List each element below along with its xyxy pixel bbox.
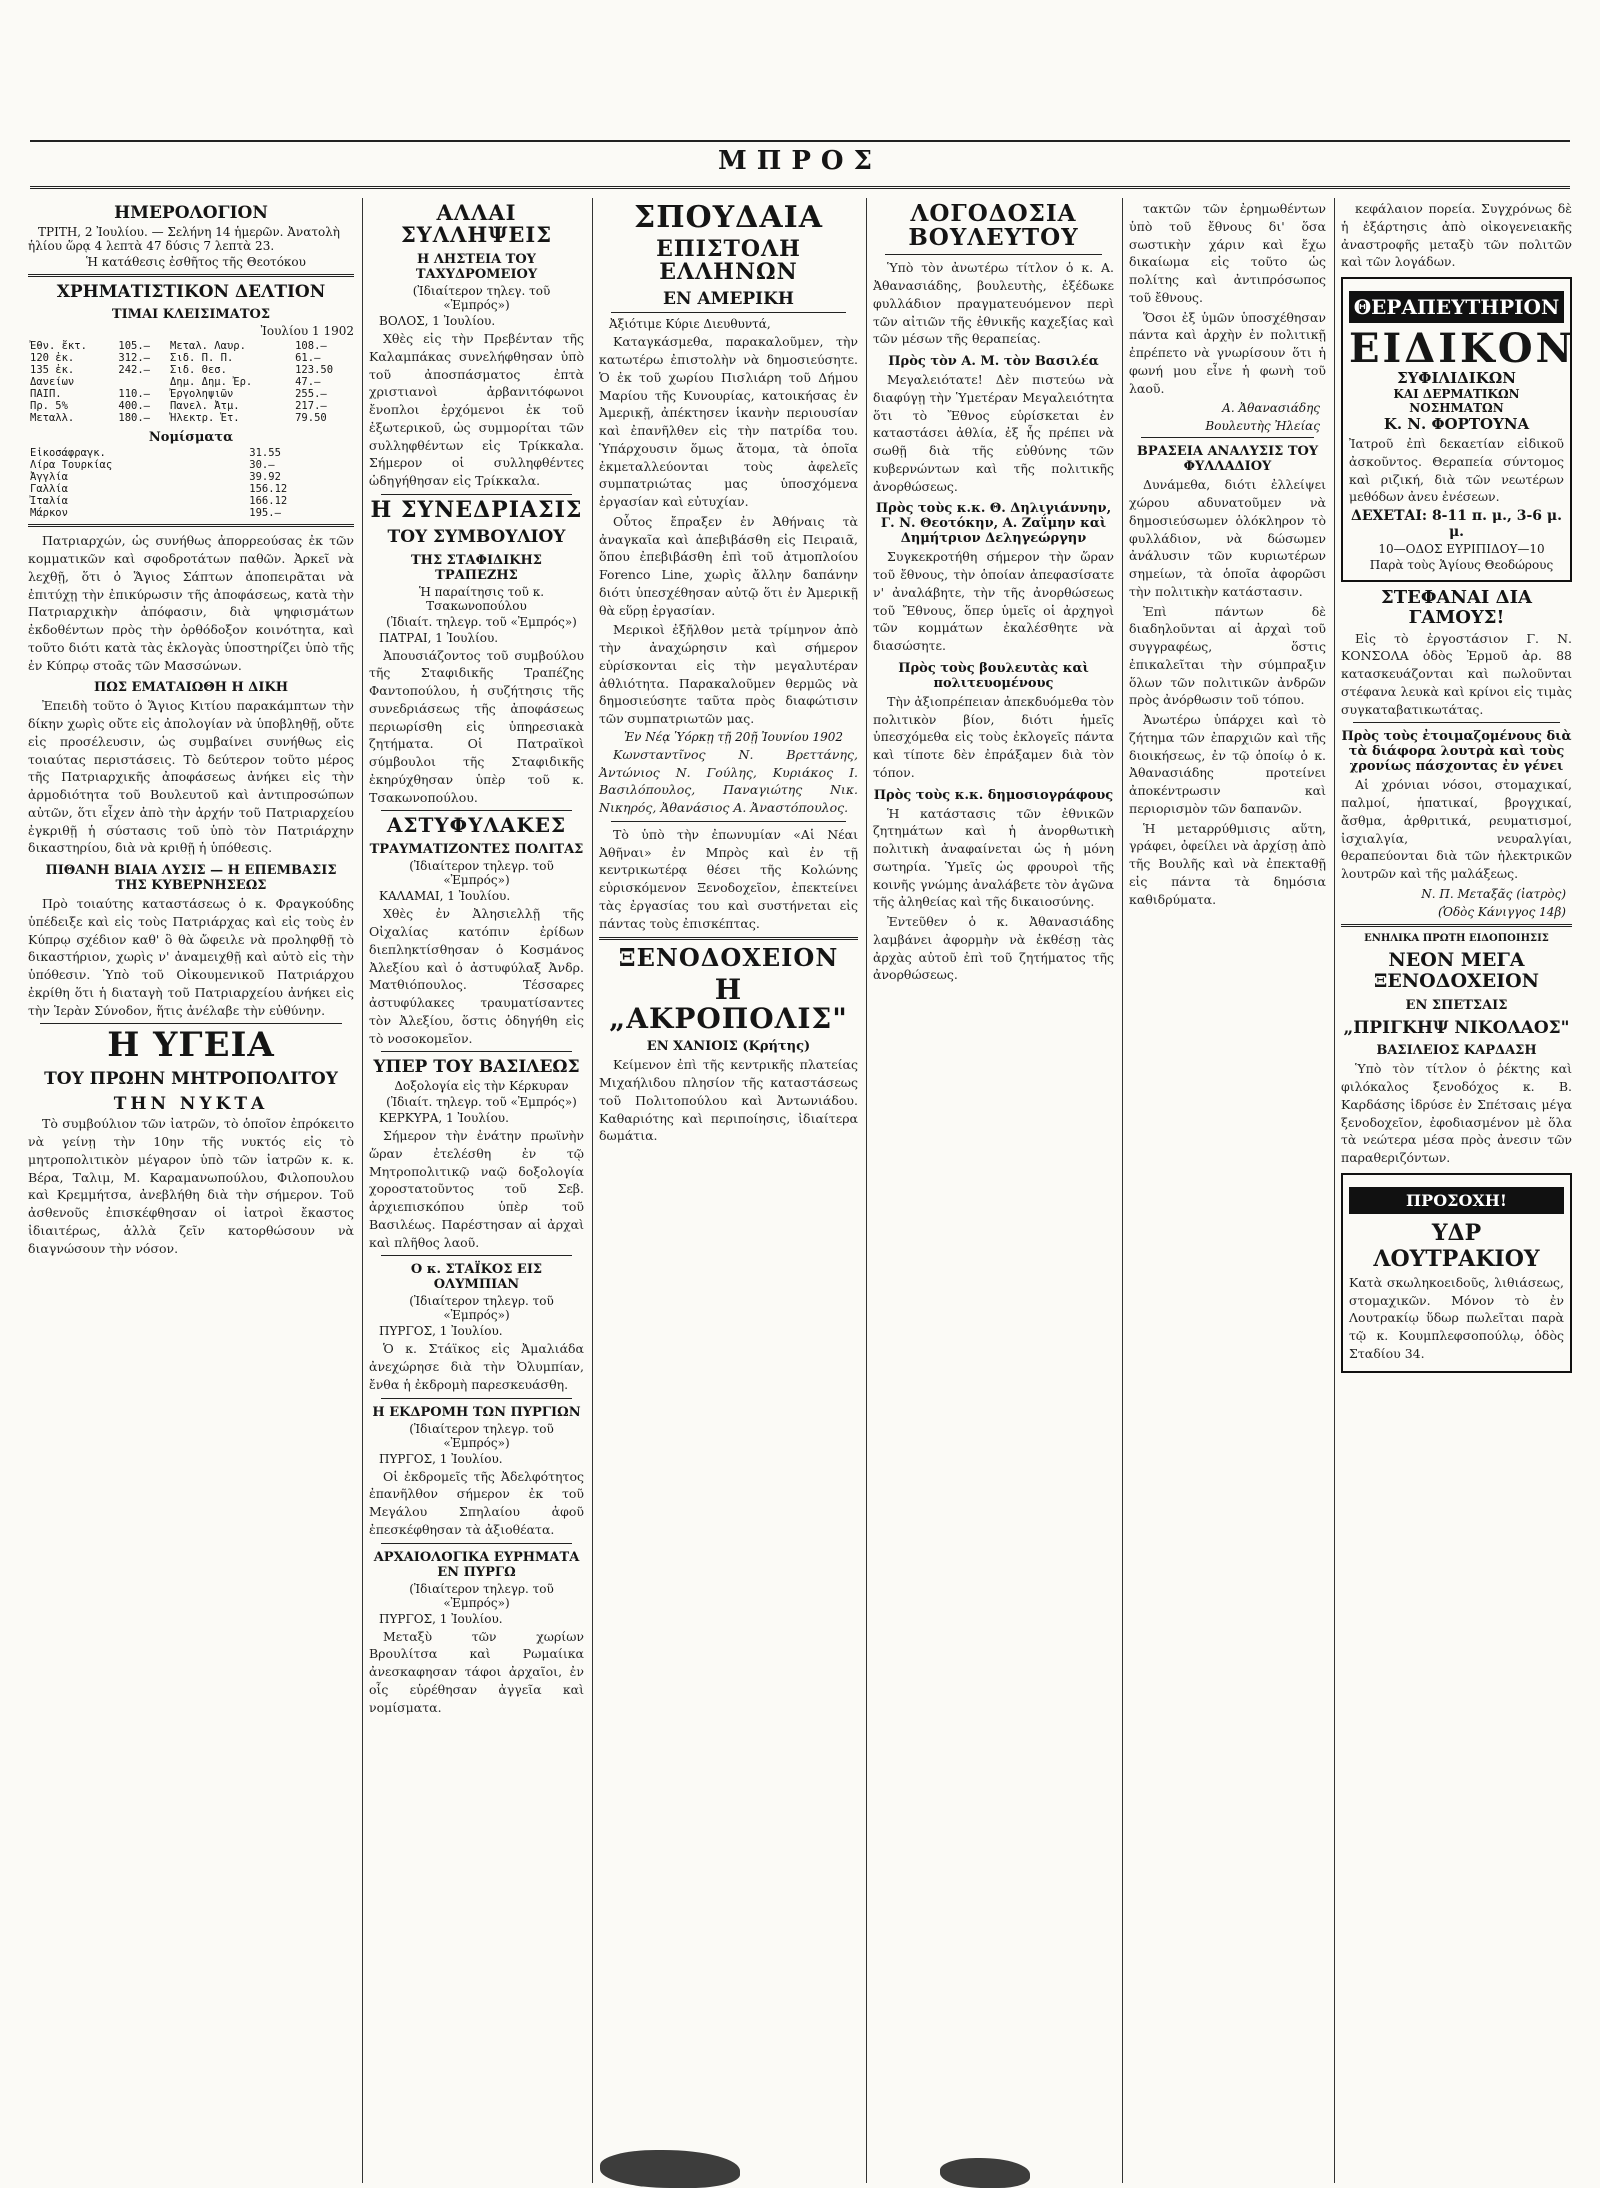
- currency-row: [28, 507, 354, 519]
- security-price: 108.—: [295, 340, 327, 353]
- security-name: Σιδ. Π. Π.: [170, 352, 234, 365]
- telegram-source: (Ἰδιαίτερον τηλεγρ. τοῦ «Ἐμπρός»): [409, 1581, 554, 1610]
- health-subtitle-2: ΤΗΝ ΝΥΚΤΑ: [113, 1093, 269, 1114]
- health-subtitle: ΤΟΥ ΠΡΩΗΝ ΜΗΤΡΟΠΟΛΙΤΟΥ: [44, 1069, 338, 1090]
- masthead-rule-bottom: [30, 186, 1570, 189]
- currency-rate: 195.—: [249, 507, 281, 520]
- currency-row: [28, 495, 354, 507]
- divider: [611, 821, 846, 822]
- clinic-ad-text: Ἰατροῦ ἐπὶ δεκαετίαν εἰδικοῦ ἀσκοῦντος. Θεραπεία σύντομος καὶ ριζική, διὰ τῶν νεωτέρων μεθόδων ἀνευ ἐνέσεων.: [1349, 436, 1564, 505]
- calendar-date: ΤΡΙΤΗ, 2 Ἰουλίου. — Σελήνη 14 ἡμερῶν. Ἀνατολὴ ἡλίου ὥρᾳ 4 λεπτὰ 47 δύσις 7 λεπτὰ 23.: [28, 224, 340, 253]
- security-price: 61.—: [295, 352, 321, 365]
- clinic-ad-address: 10—ΟΔΟΣ ΕΥΡΙΠΙΔΟΥ—10: [1378, 542, 1545, 556]
- article-text: Τὸ συμβούλιον τῶν ἰατρῶν, τὸ ὁποῖον ἐπρόκειτο νὰ γείνῃ τὴν 10ην τῆς νυκτός εἰς τὸ μητροπολιτικὸν μέγαρον ὑπὸ τῶν ἰατρῶν κ. κ. Βέρα, Ταλιμ, Μ. Καραμανωπούλου, Φιλοπουλου καὶ Κρεμμήτσα, ἀνεβλήθη διὰ τὴν σήμερον. Τοῦ ἀσθενοῦς ἐπισκέφθησαν οἱ ἰατροὶ ἔκαστος ἰδιαιτέρως, ἀλλὰ ζεῖν κατορθώσουν νὰ διαγνώσουν τὴν νόσον.: [28, 1116, 354, 1256]
- price-row: [28, 388, 354, 400]
- article-kicker: Ἡ παραίτησις τοῦ κ. Τσακωνοπούλου: [418, 584, 545, 613]
- security-name: ΠΑΙΠ.: [30, 388, 62, 401]
- article-title: ΑΣΤΥΦΥΛΑΚΕΣ: [386, 813, 567, 838]
- article-text: Ἐντεῦθεν ὁ κ. Ἀθανασιάδης λαμβάνει ἀφορμὴν νὰ ἐκθέσῃ τὰς ἀρχὰς αὐτοῦ ἐπὶ τοῦ ζητήματος τῆς ἀνορθώσεως.: [873, 914, 1114, 983]
- water-ad-title: ΠΡΟΣΟΧΗ!: [1349, 1187, 1564, 1214]
- section-heading: Πρὸς τοὺς βουλευτὰς καὶ πολιτευομένους: [898, 660, 1089, 691]
- wedding-ad-text: Εἰς τὸ ἐργοστάσιον Γ. Ν. ΚΟΝΣΟΛΑ ὁδὸς Ἑρμοῦ ἀρ. 88 κατασκευάζονται καὶ πωλοῦνται στέφανα λευκὰ καὶ κρίνοι εἰς τιμὰς συγκαταβατικωτάτας.: [1341, 630, 1572, 717]
- hotel-ad-place: ΕΝ ΧΑΝΙΟΙΣ (Κρήτης): [646, 1039, 811, 1055]
- currency-rate: 31.55: [249, 447, 281, 460]
- security-price: 255.—: [295, 388, 327, 401]
- clinic-ad-sub-2: ΚΑΙ ΔΕΡΜΑΤΙΚΩΝ ΝΟΣΗΜΑΤΩΝ: [1393, 387, 1520, 415]
- section-heading: Πρὸς τὸν Α. Μ. τὸν Βασιλέα: [888, 354, 1099, 370]
- security-name: Δημ. Δημ. Ἐρ.: [170, 376, 253, 389]
- divider: [1341, 924, 1572, 927]
- article-text: Ὅσοι ἐξ ὑμῶν ὑποσχέθησαν πάντα καὶ ἀρχὴν ἐν πολιτικῇ ἐπρέπετο νὰ γνωρίσουν ὅτι ἡ φωνή μου εἶνε ἡ φωνὴ τοῦ λαοῦ.: [1129, 309, 1326, 396]
- article-title: ΛΟΓΟΔΟΣΙΑ ΒΟΥΛΕΥΤΟΥ: [908, 200, 1079, 252]
- currency-row: [28, 471, 354, 483]
- article-text: Ἐπὶ πάντων δὲ διαδηλοῦνται αἱ ἀρχαὶ τοῦ συγγραφέως, ὅστις ἐπικαλεῖται τὴν σύμπραξιν ὅλων τῶν πολιτικῶν ἀνδρῶν πρὸς ἀνόρθωσιν τοῦ τόπου.: [1129, 603, 1326, 708]
- article-title: Η ΕΚΔΡΟΜΗ ΤΩΝ ΠΥΡΓΙΩΝ: [372, 1404, 581, 1420]
- article-heading: ΠΙΘΑΝΗ ΒΙΑΙΑ ΛΥΣΙΣ — Η ΕΠΕΜΒΑΣΙΣ ΤΗΣ ΚΥΒΕΡΝΗΣΕΩΣ: [45, 863, 337, 894]
- divider: [1353, 722, 1560, 723]
- article-text: Μερικοὶ ἐξῆλθον μετὰ τρίμηνον ἀπὸ τὴν ἀναχώρησιν καὶ σήμερον εὑρίσκονται εἰς τὴν μεγαλυτέραν ἀθλιότητα. Παρακαλοῦμεν θερμῶς νὰ δημοσιεύσητε ταῦτα πρὸς διαφώτισιν τῶν συμπατριωτῶν μας.: [599, 622, 858, 727]
- article-title-2: ΤΟΥ ΣΥΜΒΟΥΛΙΟΥ: [387, 526, 566, 547]
- section-heading: Πρὸς τοὺς κ.κ. δημοσιογράφους: [873, 787, 1114, 803]
- currency-name: Ἀγγλία: [30, 471, 68, 484]
- article-text: Δυνάμεθα, διότι ἐλλείψει χώρου αδυνατοῦμεν νὰ δημοσιεύσωμεν ὁλόκληρον τὸ φυλλάδιον, νὰ δώσωμεν ἀνάλυσιν τῶν κυριωτέρων σημείων, τὰ ὁποῖα ἀφορῶσι τὴν πολιτικὴν κατάστασιν.: [1129, 477, 1326, 599]
- security-name: Ἐθν. ἔκτ.: [30, 340, 87, 353]
- article-text: Ὑπὸ τὸν ἀνωτέρω τίτλον ὁ κ. Α. Ἀθανασιάδης, βουλευτὴς, ἐξέδωκε φυλλάδιον πραγματευόμενον περὶ τῶν αἰτιῶν τῆς ἐθνικῆς καχεξίας καὶ τῶν μέσων τῆς θεραπείας.: [873, 260, 1114, 347]
- clinic-ad-title: ΘΕΡΑΠΕΥΤΗΡΙΟΝ: [1349, 291, 1564, 323]
- clinic-ad-address-2: Παρὰ τοὺς Ἁγίους Θεοδώρους: [1369, 558, 1554, 572]
- currency-name: Ἰταλία: [30, 495, 68, 508]
- clinic-ad-sub: ΣΥΦΙΛΙΔΙΚΩΝ: [1397, 369, 1516, 387]
- water-ad: [1341, 1173, 1572, 1373]
- dateline: ΠΥΡΓΟΣ, 1 Ἰουλίου.: [379, 1451, 503, 1466]
- article-text: Πρὸ τοιαύτης καταστάσεως ὁ κ. Φραγκούδης ὑπέδειξε καὶ εἰς τοὺς Πατριάρχας καὶ εἰς τοὺς ἐν Κύπρῳ σχέδιον καθ' ὃ θὰ ὤφειλε νὰ προληφθῇ τὸ δικαστήριον, χωρὶς ν' ἀναμειχθῇ καὶ αὐτὸ εἰς τὴν ὑπόθεσιν. Ὑπὸ τοῦ Οἰκουμενικοῦ Πατριάρχου ἐκρίθη ὅτι ἡ διαταγὴ τοῦ Πατριαρχείου ἀνήκει εἰς τὴν Ἱερὰν Σύνοδον, ἥτις ἀνέλαβε τὴν εὐθύνην.: [28, 896, 354, 1018]
- market-title: ΧΡΗΜΑΤΙΣΤΙΚΟΝ ΔΕΛΤΙΟΝ: [56, 281, 326, 302]
- baths-ad-address: (Ὁδὸς Κάνιγγος 14β): [1437, 904, 1566, 919]
- health-title: Η ΥΓΕΙΑ: [107, 1025, 275, 1066]
- telegram-source: (Ἰδιαίτερον τηλεγρ. τοῦ «Ἐμπρός»): [409, 859, 554, 888]
- article-text: Ἐπειδὴ τοῦτο ὁ Ἅγιος Κιτίου παρακάμπτων τὴν δίκην χωρὶς οὔτε εἰς ἀπολογίαν νὰ ὑποβληθῇ, οὔτε εἰς προσέλευσιν, ὡς συμβαίνει συνήθως εἰς τοιαύτας περιστάσεις. Τὸ δεύτερον τοῦτο μέρος τῆς Πατριαρχικῆς ἀποφάσεως ἀνήκει εἰς τὴν ἀρμοδιότητα τοῦ Βουλευτοῦ καὶ ἀντιπροσώπων αὐτῶν, ὅτι εἶχεν ἀπὸ τὴν ἀρχήν τοῦ Πατριαρχείου ἐγκριθῇ ἡ σύστασις τοῦ ὑπὸ τὸν Πατριάρχην δικαστηρίου, διὰ νὰ κριθῇ ἡ ὑπόθεσις.: [28, 698, 354, 856]
- article-subtitle: Η ΛΗΣΤΕΙΑ ΤΟΥ ΤΑΧΥΔΡΟΜΕΙΟΥ: [415, 252, 538, 283]
- security-price: 110.—: [118, 388, 150, 401]
- hotel-ad-text: Κείμενον ἐπὶ τῆς κεντρικῆς πλατείας Μιχαήλιδου πλησίον τῆς καταστάσεως τοῦ Πολιτοπούλου καὶ Ἀντωνιάδου. Καθαριότης καὶ περιποίησις, ἰδιαίτερα δωμάτια.: [599, 1057, 858, 1144]
- article-text: Οἱ ἐκδρομεῖς τῆς Ἀδελφότητος ἐπανῆλθον σήμερον ἐκ τοῦ Μεγάλου Σπηλαίου ἀφοῦ ἐπεσκέφθησαν τὰ ἀξιοθέατα.: [369, 1468, 584, 1537]
- clinic-ad-hours: ΔΕΧΕΤΑΙ: 8-11 π. μ., 3-6 μ. μ.: [1351, 508, 1562, 540]
- masthead: [0, 0, 1600, 195]
- hotel-ad-title: ΞΕΝΟΔΟΧΕΙΟΝ: [618, 943, 839, 973]
- article-title: ΒΡΑΣΕΙΑ ΑΝΑΛΥΣΙΣ ΤΟΥ ΦΥΛΛΑΔΙΟΥ: [1136, 444, 1319, 475]
- security-name: 135 ἐκ.: [30, 364, 75, 377]
- water-ad-text: Κατὰ σκωληκοειδοῦς, λιθιάσεως, στομαχικῶν. Μόνον τὸ ἐν Λουτρακίῳ ὕδωρ πωλεῖται παρὰ τῷ κ. Κουμπλεφσοπούλῳ, ὁδὸς Σταδίου 34.: [1349, 1274, 1564, 1361]
- security-price: 180.—: [118, 412, 150, 425]
- article-heading: ΠΩΣ ΕΜΑΤΑΙΩΘΗ Η ΔΙΚΗ: [93, 680, 289, 696]
- market-date: Ἰουλίου 1 1902: [260, 324, 354, 339]
- security-price: 312.—: [118, 352, 150, 365]
- article-text: Ἀπουσιάζοντος τοῦ συμβούλου τῆς Σταφιδικῆς Τραπέζης Φαντοπούλου, ἡ συζήτησις τῆς συνεδριάσεως τῆς ἀποφάσεως περιωρίσθη εἰς ὑπηρεσιακὰ ζητήματα. Οἱ Πατραϊκοὶ σύμβουλοι τῆς Σταφιδικῆς ἐκηρύχθησαν ὑπὲρ τοῦ κ. Τσακωνοπούλου.: [369, 647, 584, 805]
- article-subtitle: ΤΡΑΥΜΑΤΙΖΟΝΤΕΣ ΠΟΛΙΤΑΣ: [369, 842, 584, 858]
- currency-row: [28, 459, 354, 471]
- divider: [599, 937, 858, 940]
- dateline: ΚΕΡΚΥΡΑ, 1 Ἰουλίου.: [379, 1111, 509, 1126]
- security-price: 79.50: [295, 412, 327, 425]
- column-3: [592, 198, 864, 2183]
- article-text: Χθὲς εἰς τὴν Πρεβένταν τῆς Καλαμπάκας συνελήφθησαν ὑπὸ τοῦ ἀποσπάσματος ἐπτὰ χριστιανοὶ ἀρβανιτόφωνοι ἔνοπλοι ἐρχόμενοι ἐκ τοῦ ἐξωτερικοῦ, ὡς συμμορίται τῶν συλληφθέντων εἰς Τρίκκαλα. Σήμερον οἱ συλληφθέντες ὡδηγήθησαν εἰς Τρίκκαλα.: [369, 331, 584, 489]
- divider: [381, 1051, 572, 1052]
- security-name: Δανείων: [30, 376, 75, 389]
- telegram-source: (Ἰδιαίτ. τηλεγρ. τοῦ «Ἐμπρός»): [386, 1095, 577, 1110]
- security-name: Πανελ. Ἀτμ.: [170, 400, 240, 413]
- price-row: [28, 400, 354, 412]
- letter-salutation: Ἀξιότιμε Κύριε Διευθυντά,: [609, 317, 771, 332]
- hotel-ad-header: ΕΝΗΛΙΚΑ ΠΡΩΤΗ ΕΙΔΟΠΟΙΗΣΙΣ: [1364, 932, 1549, 944]
- currency-title: Νομίσματα: [148, 430, 234, 446]
- security-name: Πρ. 5%: [30, 400, 68, 413]
- security-price: [116, 376, 168, 388]
- article-title: ΣΠΟΥΔΑΙΑ: [634, 200, 823, 235]
- clinic-ad: [1341, 277, 1576, 582]
- security-price: 105.—: [118, 340, 150, 353]
- telegram-source: (Ἰδιαίτ. τηλεγρ. τοῦ «Ἐμπρός»): [386, 614, 577, 629]
- masthead-title: ΜΠΡΟΣ: [718, 146, 882, 176]
- article-text: Συγκεκροτήθη σήμερον τὴν ὥραν τοῦ ἔθνους, τὴν ὁποίαν ἀπεφασίσατε ν' ἀναλάβητε, τὴν τῆς ἀνορθώσεως τοῦ Ἔθνους, ὅπερ ὑμεῖς οἱ ἀρχηγοὶ τῶν κομμάτων ἐκαλέσθητε νὰ διασώσητε.: [873, 549, 1114, 654]
- article-text: Πατριαρχών, ὡς συνήθως ἀπορρεούσας ἐκ τῶν κομματικῶν καὶ σφοδροτάτων παθῶν. Ἀρκεῖ νὰ λεχθῇ, ὅτι ὁ Ἅγιος Σάπτων ἀποπειρᾶται νὰ ἐπιτύχῃ τὴν ἐπικύρωσιν τῆς ἀποφάσεως, κατὰ τὴν Πατριαρχικὴν ἀπόφασιν, διὰ ψηφισμάτων ἐκδοθέντων πρὸς τὴν ὀρθόδοξον κοινότητα, καὶ τοῦτο διότι κατὰ τὰς ἐκλογὰς ὑποστηρίζει ὑπὸ τῆς ἐν Κύπρῳ στοᾶς τῶν Μασσώνων.: [28, 533, 354, 673]
- letter-signers: Κωνσταντῖνος Ν. Βρεττάνης, Ἀντώνιος Ν. Γούλης, Κυριάκος Ι. Βασιλόπουλος, Παναγιώτης Νικ. Νικηρός, Ἀθανάσιος Α. Ἀναστόπουλος.: [599, 746, 858, 816]
- currency-rate: 156.12: [249, 483, 288, 496]
- currency-name: Λίρα Τουρκίας: [30, 459, 113, 472]
- hotel-ad-title: ΝΕΟΝ ΜΕΓΑ ΞΕΝΟΔΟΧΕΙΟΝ: [1373, 948, 1540, 992]
- telegram-source: (Ἰδιαίτερον τηλεγ. τοῦ «Ἐμπρός»): [412, 284, 551, 313]
- baths-ad-text: Αἱ χρόνιαι νόσοι, στομαχικαί, παλμοί, ἡπατικαί, βρογχικαί, ἄσθμα, ἀρθριτικά, ρευματισμοί, ἰσχιαλγία, νευραλγίαι, θεραπεύονται διὰ τῶν ἡλεκτρικῶν λουτρῶν καὶ τῆς μαλάξεως.: [1341, 777, 1572, 882]
- columns: [22, 198, 1578, 2183]
- divider: [885, 254, 1102, 255]
- article-title-2: ΕΠΙΣΤΟΛΗ ΕΛΛΗΝΩΝ: [656, 235, 801, 285]
- telegram-source: (Ἰδιαίτερον τηλεγρ. τοῦ «Ἐμπρός»): [409, 1421, 554, 1450]
- security-price: 47.—: [295, 376, 321, 389]
- article-text: Ἡ μεταρρύθμισις αὕτη, γράφει, ὀφείλει νὰ ἀρχίσῃ ἀπὸ τῆς Βουλῆς καὶ νὰ ἐπεκταθῇ εἰς πάντα τὰ δημόσια καθιδρύματα.: [1129, 820, 1326, 907]
- divider: [40, 1023, 342, 1024]
- clinic-ad-headline: ΕΙΔΙΚΟΝ: [1349, 325, 1576, 372]
- water-ad-sub: ΥΔΡ ΛΟΥΤΡΑΚΙΟΥ: [1373, 1219, 1540, 1272]
- article-text: Ὁ κ. Στάϊκος εἰς Ἀμαλιάδα ἀνεχώρησε διὰ τὴν Ὀλυμπίαν, ἔνθα ἡ ἐκδρομὴ παρεσκευάσθη.: [369, 1341, 584, 1392]
- hotel-ad-name: „ΠΡΙΓΚΗΨ ΝΙΚΟΛΑΟΣ": [1343, 1017, 1570, 1038]
- market-subtitle: ΤΙΜΑΙ ΚΛΕΙΣΙΜΑΤΟΣ: [111, 307, 271, 323]
- article-title: ΑΡΧΑΙΟΛΟΓΙΚΑ ΕΥΡΗΜΑΤΑ ΕΝ ΠΥΡΓΩ: [373, 1549, 580, 1580]
- dateline: ΠΥΡΓΟΣ, 1 Ἰουλίου.: [379, 1324, 503, 1339]
- security-name: Ἠλεκτρ. Ἑτ.: [170, 412, 240, 425]
- hotel-ad-name: Η „ΑΚΡΟΠΟΛΙΣ": [609, 972, 848, 1035]
- article-title: ΥΠΕΡ ΤΟΥ ΒΑΣΙΛΕΩΣ: [373, 1057, 580, 1078]
- paper-damage: [600, 2150, 740, 2188]
- hotel-ad-owner: ΒΑΣΙΛΕΙΟΣ ΚΑΡΔΑΣΗ: [1376, 1043, 1537, 1059]
- dateline: ΠΑΤΡΑΙ, 1 Ἰουλίου.: [379, 630, 499, 645]
- signature: Α. Ἀθανασιάδης: [1222, 401, 1320, 416]
- currency-rate: 30.—: [249, 459, 275, 472]
- divider: [28, 274, 354, 277]
- security-name: Ἐργοληψιῶν: [170, 388, 234, 401]
- calendar-feast: Ἡ κατάθεσις ἐσθῆτος τῆς Θεοτόκου: [86, 254, 306, 269]
- telegram-source: (Ἰδιαίτερον τηλεγρ. τοῦ «Ἐμπρός»): [409, 1294, 554, 1323]
- price-row: [28, 412, 354, 424]
- hotel-ad-place: ΕΝ ΣΠΕΤΣΑΙΣ: [1405, 997, 1508, 1013]
- currency-name: Εἰκοσάφραγκ.: [30, 447, 106, 460]
- article-title: ΑΛΛΑΙ ΣΥΛΛΗΨΕΙΣ: [400, 200, 553, 248]
- security-price: 242.—: [118, 364, 150, 377]
- price-row: [28, 364, 354, 376]
- article-title-3: ΕΝ ΑΜΕΡΙΚΗ: [663, 288, 794, 309]
- letter-place-date: Ἐν Νέᾳ Ὑόρκῃ τῇ 20ῇ Ἰουνίου 1902: [623, 729, 844, 744]
- currency-row: [28, 483, 354, 495]
- article-text: τακτῶν τῶν ἐρημωθέντων ὑπὸ τοῦ ἔθνους δι' ὅσα σωστικὴν χάριν καὶ ἔχω δικαίωμα εἰς τοῦτο ὡς πολίτης καὶ ἀντιπρόσωπος τοῦ ἔθνους.: [1129, 201, 1326, 305]
- security-name: Σιδ. Θεσ.: [170, 364, 227, 377]
- hotel-ad-text: Ὑπὸ τὸν τίτλον ὁ ῥέκτης καὶ φιλόκαλος ξενοδόχος κ. Β. Καρδάσης ἱδρύσε ἐν Σπέτσαις μέγα ξενοδοχεῖον, ἐφοδιασμένον μὲ ὅλα τὰ νεώτερα μέσα πρὸς ἀνεσιν τῶν παραθεριζόντων.: [1341, 1061, 1572, 1166]
- price-row: [28, 352, 354, 364]
- article-text: Σήμερον τὴν ἐνάτην πρωϊνὴν ὥραν ἐτελέσθη ἐν τῷ Μητροπολιτικῷ ναῷ δοξολογία χοροστατοῦντος τοῦ Σεβ. ἀρχιεπισκόπου ὑπὲρ τοῦ Βασιλέως. Παρέστησαν αἱ ἀρχαὶ καὶ πλῆθος λαοῦ.: [369, 1128, 584, 1250]
- security-price: 217.—: [295, 400, 327, 413]
- currency-name: Μάρκον: [30, 507, 68, 520]
- dateline: ΠΥΡΓΟΣ, 1 Ἰουλίου.: [379, 1611, 503, 1626]
- article-text: Ἡ κατάστασις τῶν ἐθνικῶν ζητημάτων καὶ ἡ ἀνορθωτικὴ πολιτικὴ ἀναφαίνεται ὡς ἡ μόνη σωτηρία. Ὑμεῖς ὡς φρουροὶ τῆς κοινῆς γνώμης ἀναλάβετε τὸν ἀγῶνα τῆς ἀληθείας καὶ τῆς δικαιοσύνης.: [873, 805, 1114, 910]
- security-name: 120 ἐκ.: [30, 352, 75, 365]
- article-text: Τὴν ἀξιοπρέπειαν ἀπεκδυόμεθα τὸν πολιτικὸν βίον, διότι ἡμεῖς ὑπεσχόμεθα εἰς τοὺς ἐκλογεῖς πάντα καὶ τίποτε δὲν ἐπράξαμεν διὰ τὸν τόπον.: [873, 693, 1114, 780]
- price-table: [28, 340, 354, 424]
- security-name: Μεταλ. Λαυρ.: [170, 340, 246, 353]
- baths-ad-signature: Ν. Π. Μεταξᾶς (ἰατρὸς): [1421, 886, 1566, 901]
- signature-title: Βουλευτὴς Ἠλείας: [1205, 419, 1320, 434]
- currency-table: [28, 447, 354, 519]
- article-text: Τὸ ὑπὸ τὴν ἐπωνυμίαν «Αἱ Νέαι Ἀθῆναι» ἐν Μπρὸς καὶ ἐν τῇ κεντρικωτέρᾳ θέσει τῆς Κολώνης εὑρισκόμενον Ξενοδοχεῖον, ἐπεκτείνει τὰς ἐργασίας του καὶ συστήνεται εἰς πάντας τοὺς ἐπισκέπτας.: [599, 826, 858, 931]
- currency-rate: 166.12: [249, 495, 288, 508]
- baths-ad-title: Πρὸς τοὺς ἐτοιμαζομένους διὰ τὰ διάφορα λουτρὰ καὶ τοὺς χρονίως πάσχοντας ἐν γένει: [1341, 729, 1572, 775]
- security-price: 123.50: [295, 364, 334, 377]
- security-name: Μεταλλ.: [30, 412, 75, 425]
- column-1: [22, 198, 360, 2183]
- article-text: Ἀνωτέρω ὑπάρχει καὶ τὸ ζήτημα τῶν ἐπαρχιῶν καὶ τῆς διοικήσεως, ἐν τῷ ὁποίῳ ὁ κ. Ἀθανασιάδης προτείνει ἀποκέντρωσιν καὶ περιορισμὸν τῶν δαπανῶν.: [1129, 712, 1326, 816]
- masthead-rule: [30, 140, 1570, 142]
- currency-rate: 39.92: [249, 471, 281, 484]
- article-text: Χθὲς ἐν Ἀλησιελλῇ τῆς Οἰχαλίας κατόπιν ἐρίδων διεπληκτίσθησαν ὁ Κοσμάνος Ἀλεξίου καὶ ὁ ἀστυφύλαξ Ἀνδρ. Ματθιόπουλος. Τέσσαρες ἀστυφύλακες τραυματίσαντες τὸν Ἀλεξίου, ὅστις ὁδηγήθη εἰς τὸ νοσοκομεῖον.: [369, 906, 584, 1046]
- currency-row: [28, 447, 354, 459]
- security-price: 400.—: [118, 400, 150, 413]
- divider: [381, 1543, 572, 1544]
- article-title: Η ΣΥΝΕΔΡΙΑΣΙΣ: [370, 496, 583, 523]
- article-text: Μεγαλειότατε! Δὲν πιστεύω νὰ διαφύγῃ τὴν Ὑμετέραν Μεγαλειότητα ὅτι τὸ Ἔθνος εὑρίσκεται ἐν καταστάσει ἀθλία, ἐξ ἧς πρέπει νὰ σωθῇ διὰ τῆς εὐθύνης τῶν κυβερνώντων καὶ τῆς πολιτικῆς ἀνορθώσεως.: [873, 372, 1114, 494]
- divider: [381, 1398, 572, 1399]
- currency-name: Γαλλία: [30, 483, 68, 496]
- column-2: [362, 198, 590, 2183]
- dateline: ΒΟΛΟΣ, 1 Ἰουλίου.: [379, 314, 496, 329]
- article-text: Οὗτος ἔπραξεν ἐν Ἀθήναις τὰ ἀναγκαῖα καὶ ἀπεβιβάσθη εἰς Πειραιᾶ, ὅπου ἐπεβιβάσθη ἐπὶ τοῦ ἀτμοπλοίου Forenco Line, χωρὶς ἄλλην δαπάνην διότι ὑπεσχέθησαν αὐτῷ ὅτι ἐν Ἀμερικῇ θὰ εὕρῃ ἐργασίαν.: [599, 513, 858, 618]
- price-row: [28, 340, 354, 352]
- wedding-ad-title: ΣΤΕΦΑΝΑΙ ΔΙΑ ΓΑΜΟΥΣ!: [1381, 587, 1532, 628]
- column-6: [1334, 198, 1578, 2183]
- article-kicker: Δοξολογία εἰς τὴν Κέρκυραν: [394, 1079, 569, 1094]
- column-5: [1122, 198, 1332, 2183]
- divider: [28, 524, 354, 527]
- article-subtitle: ΤΗΣ ΣΤΑΦΙΔΙΚΗΣ ΤΡΑΠΕΖΗΣ: [411, 552, 542, 583]
- article-title: Ο κ. ΣΤΑΪΚΟΣ ΕΙΣ ΟΛΥΜΠΙΑΝ: [410, 1262, 543, 1293]
- price-row: [28, 376, 354, 388]
- article-text: Μεταξὺ τῶν χωρίων Βρουλίτσα καὶ Ρωμαίικα ἀνεσκαφησαν τάφοι ἀρχαῖοι, ἐν οἷς εὑρέθησαν ἀγγεῖα καὶ νομίσματα.: [369, 1628, 584, 1715]
- calendar-title: ΗΜΕΡΟΛΟΓΙΟΝ: [114, 203, 268, 223]
- paper-damage: [940, 2158, 1030, 2188]
- divider: [381, 1255, 572, 1256]
- article-text: κεφάλαιον πορεία. Συγχρόνως δὲ ἡ ἐξάρτησις ἀπὸ οἰκογενειακῆς ἀναστροφῆς μεταξὺ τῶν πολιτῶν καὶ τῶν λογάδων.: [1341, 201, 1572, 270]
- divider: [611, 312, 846, 313]
- column-4: [866, 198, 1120, 2183]
- clinic-ad-doctor: Κ. Ν. ΦΟΡΤΟΥΝΑ: [1383, 415, 1530, 433]
- dateline: ΚΑΛΑΜΑΙ, 1 Ἰουλίου.: [379, 889, 511, 904]
- article-text: Καταγκάσμεθα, παρακαλοῦμεν, τὴν κατωτέρω ἐπιστολὴν νὰ δημοσιεύσητε. Ὁ ἐκ τοῦ χωρίου Πισλιάρη τοῦ Δήμου Μαρίου τῆς Κυνουρίας, κατοικήσας ἐν Ἀμερικῇ, ἀπέκτησεν ἱκανὴν περιουσίαν καὶ ἐπανῆλθεν εἰς τὴν πατρίδα του. Ὑπάρχουσιν ὅμως ἄτομα, τὰ ὁποῖα ἐκμεταλλεύονται τοὺς ἀφελεῖς συμπατριώτας μας ὑποσχόμενα ἐργασίαν καὶ εὐτυχίαν.: [599, 334, 858, 510]
- divider: [381, 494, 572, 495]
- divider: [381, 810, 572, 811]
- section-heading: Πρὸς τοὺς κ.κ. Θ. Δηλιγιάννην, Γ. Ν. Θεοτόκην, Α. Ζαΐμην καὶ Δημήτριον Δεληγεώργην: [875, 501, 1112, 547]
- divider: [1141, 437, 1314, 438]
